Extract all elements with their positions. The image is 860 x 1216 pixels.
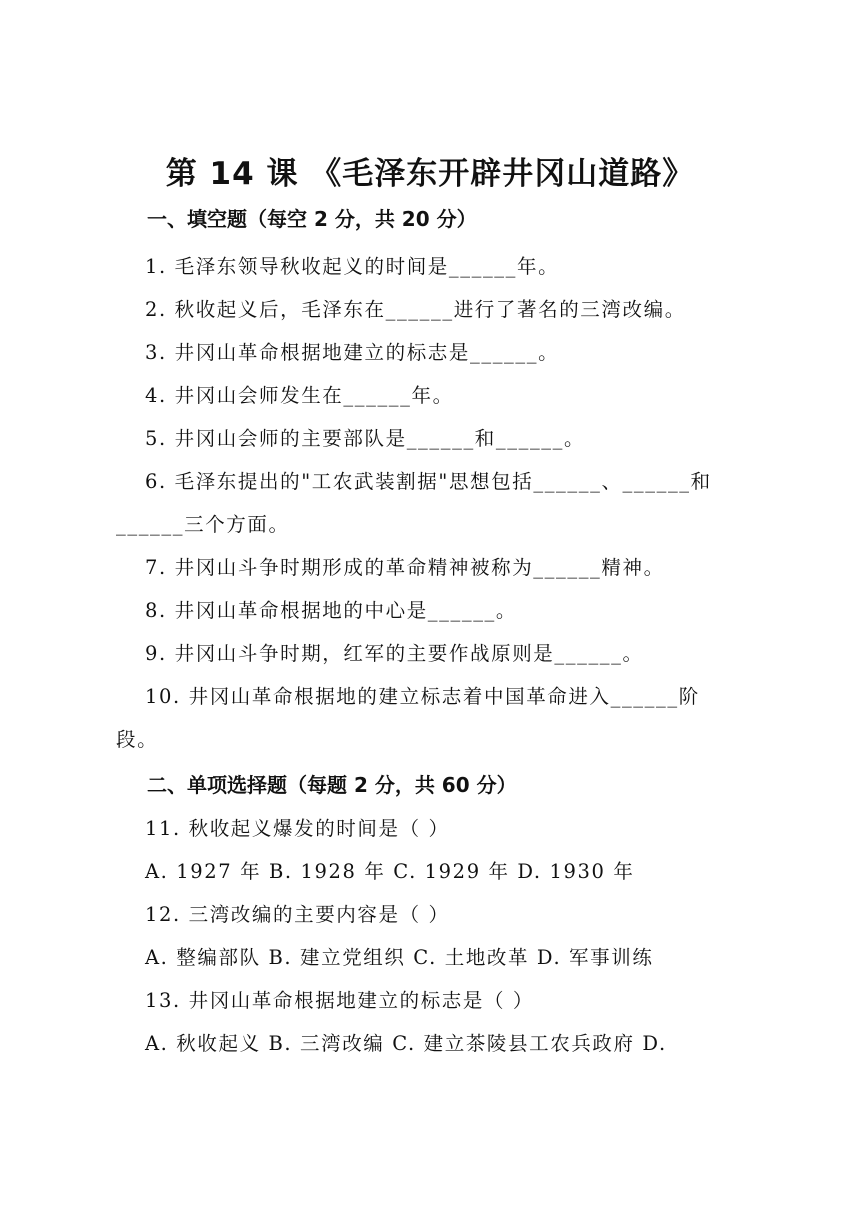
question-6-continued: ______三个方面。 bbox=[116, 513, 290, 536]
question-1: 1. 毛泽东领导秋收起义的时间是______年。 bbox=[145, 255, 560, 278]
question-8: 8. 井冈山革命根据地的中心是______。 bbox=[145, 599, 518, 622]
question-13: 13. 井冈山革命根据地建立的标志是（ ） bbox=[145, 989, 535, 1012]
question-12-options: A. 整编部队 B. 建立党组织 C. 土地改革 D. 军事训练 bbox=[145, 946, 654, 969]
page-title: 第 14 课 《毛泽东开辟井冈山道路》 bbox=[165, 156, 695, 192]
question-13-options: A. 秋收起义 B. 三湾改编 C. 建立茶陵县工农兵政府 D. bbox=[145, 1032, 667, 1055]
question-11-options: A. 1927 年 B. 1928 年 C. 1929 年 D. 1930 年 bbox=[145, 860, 635, 883]
question-7: 7. 井冈山斗争时期形成的革命精神被称为______精神。 bbox=[145, 556, 665, 579]
question-10-continued: 段。 bbox=[116, 728, 159, 751]
question-4: 4. 井冈山会师发生在______年。 bbox=[145, 384, 454, 407]
question-3: 3. 井冈山革命根据地建立的标志是______。 bbox=[145, 341, 560, 364]
question-12: 12. 三湾改编的主要内容是（ ） bbox=[145, 903, 450, 926]
question-5: 5. 井冈山会师的主要部队是______和______。 bbox=[145, 427, 586, 450]
section-heading-fill-in: 一、填空题（每空 2 分，共 20 分） bbox=[147, 207, 477, 231]
question-9: 9. 井冈山斗争时期，红军的主要作战原则是______。 bbox=[145, 642, 644, 665]
question-10: 10. 井冈山革命根据地的建立标志着中国革命进入______阶 bbox=[145, 685, 700, 708]
question-11: 11. 秋收起义爆发的时间是（ ） bbox=[145, 817, 450, 840]
question-6: 6. 毛泽东提出的"工农武装割据"思想包括______、______和 bbox=[145, 470, 712, 493]
section-heading-choice: 二、单项选择题（每题 2 分，共 60 分） bbox=[147, 773, 517, 797]
question-2: 2. 秋收起义后，毛泽东在______进行了著名的三湾改编。 bbox=[145, 298, 686, 321]
